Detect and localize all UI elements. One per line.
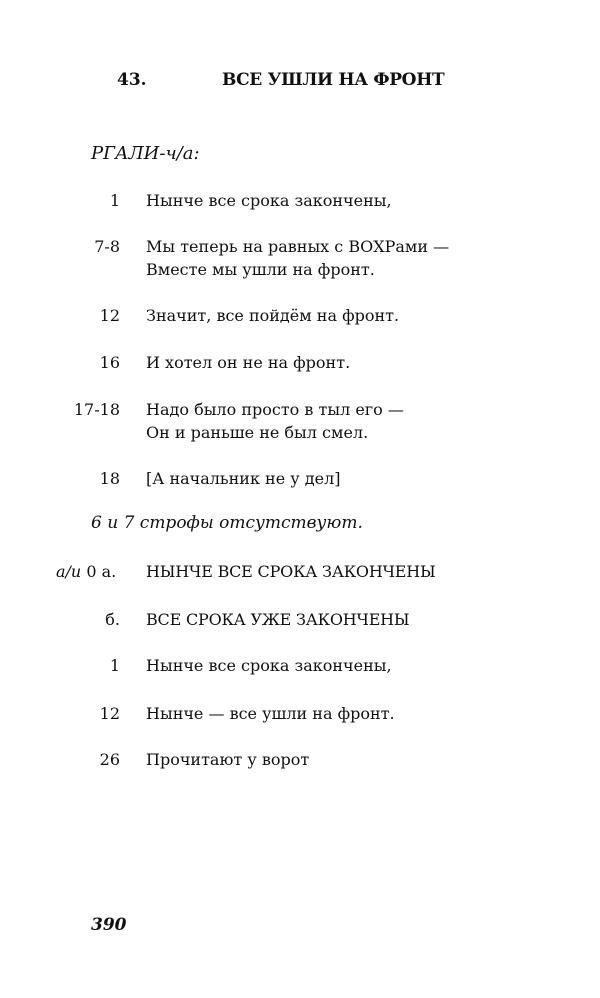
title-variant-marker — [56, 562, 116, 581]
variant-line: Прочитают у ворот — [146, 750, 310, 769]
variant-line: Нынче — все ушли на фронт. — [146, 704, 395, 723]
line-number: 12 — [99, 306, 120, 325]
variant-marker: 0 а. — [86, 562, 117, 581]
line-number: 1 — [109, 191, 120, 210]
stanza-note: 6 и 7 строфы отсутствуют. — [91, 513, 363, 533]
title-variant-b-marker: б. — [105, 610, 120, 629]
line-number: 1 — [109, 656, 120, 675]
variant-line: Надо было просто в тыл его — — [146, 400, 404, 419]
line-number: 18 — [99, 469, 120, 488]
variant-prefix: а/и — [56, 562, 82, 581]
variant-line: Вместе мы ушли на фронт. — [146, 260, 375, 279]
variant-line: Нынче все срока закончены, — [146, 656, 392, 675]
line-number: 16 — [99, 353, 120, 372]
source-label: РГАЛИ-ч/а: — [91, 143, 200, 164]
variant-line: Он и раньше не был смел. — [146, 423, 369, 442]
poem-title: ВСЕ УШЛИ НА ФРОНТ — [222, 70, 445, 90]
title-variant-a: НЫНЧЕ ВСЕ СРОКА ЗАКОНЧЕНЫ — [146, 562, 436, 581]
line-number: 17-18 — [73, 400, 120, 419]
variant-line: Нынче все срока закончены, — [146, 191, 392, 210]
variant-line: И хотел он не на фронт. — [146, 353, 351, 372]
title-variant-b: ВСЕ СРОКА УЖЕ ЗАКОНЧЕНЫ — [146, 610, 410, 629]
variant-line: Значит, все пойдём на фронт. — [146, 306, 400, 325]
variant-line: [А начальник не у дел] — [146, 469, 341, 488]
poem-number: 43. — [117, 70, 147, 90]
line-number: 26 — [99, 750, 120, 769]
line-number: 12 — [99, 704, 120, 723]
page-number: 390 — [91, 915, 127, 935]
variant-line: Мы теперь на равных с ВОХРами — — [146, 237, 450, 256]
line-number: 7-8 — [94, 237, 120, 256]
